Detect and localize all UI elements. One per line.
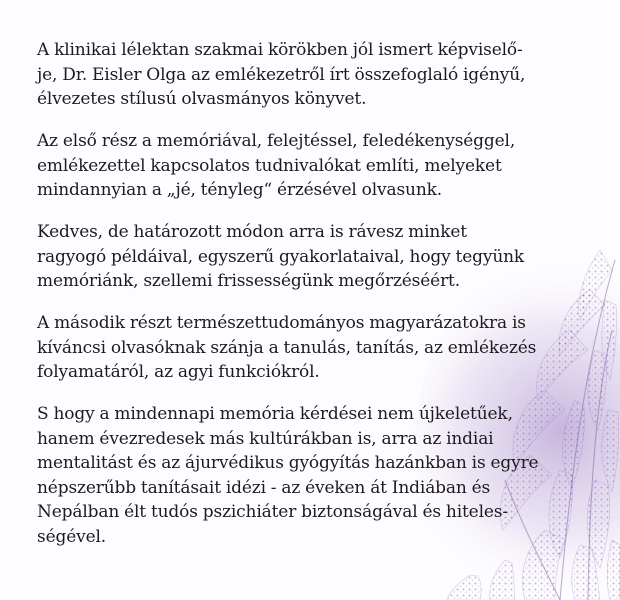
text-line: mentalitást és az ájurvédikus gyógyítás hazánkban is egyre <box>37 453 539 473</box>
text-line: A második részt természettudományos magyarázatokra is <box>37 313 526 333</box>
text-line: je, Dr. Eisler Olga az emlékezetről írt összefoglaló igényű, <box>37 64 526 85</box>
paragraph-second-part <box>37 311 612 385</box>
text-line: Nepálban élt tudós pszichiáter biztonságával és hiteles- <box>37 502 508 522</box>
text-line: emlékezettel kapcsolatos tudnivalókat említi, melyeket <box>37 155 502 176</box>
paragraph-first-part <box>37 129 612 203</box>
text-line: hanem évezredesek más kultúrákban is, arra az indiai <box>37 428 494 449</box>
text-line: kíváncsi olvasóknak szánja a tanulás, tanítás, az emlékezés <box>37 337 537 358</box>
text-line: memóriánk, szellemi frissességünk megőrzéséért. <box>37 271 460 291</box>
text-line: mindannyian a „jé, tényleg“ érzésével olvasunk. <box>37 180 443 200</box>
text-line: ragyogó példáival, egyszerű gyakorlataival, hogy tegyünk <box>37 246 525 267</box>
paragraph-examples <box>37 220 612 294</box>
text-line: S hogy a mindennapi memória kérdései nem újkeletűek, <box>37 404 513 424</box>
text-line: A klinikai lélektan szakmai körökben jól ismert képviselő- <box>37 40 523 60</box>
text-line: Az első rész a memóriával, felejtéssel, feledékenységgel, <box>37 131 516 151</box>
text-line: ségével. <box>37 526 107 547</box>
text-line: népszerűbb tanításait idézi - az éveken át Indiában és <box>37 477 491 498</box>
text-line: folyamatáról, az agyi funkciókról. <box>37 362 320 382</box>
paragraph-ayurveda <box>37 402 612 549</box>
text-line: élvezetes stílusú olvasmányos könyvet. <box>37 89 367 109</box>
text-line: Kedves, de határozott módon arra is rávesz minket <box>37 222 467 242</box>
description-text <box>37 38 612 567</box>
paragraph-intro <box>37 38 612 112</box>
